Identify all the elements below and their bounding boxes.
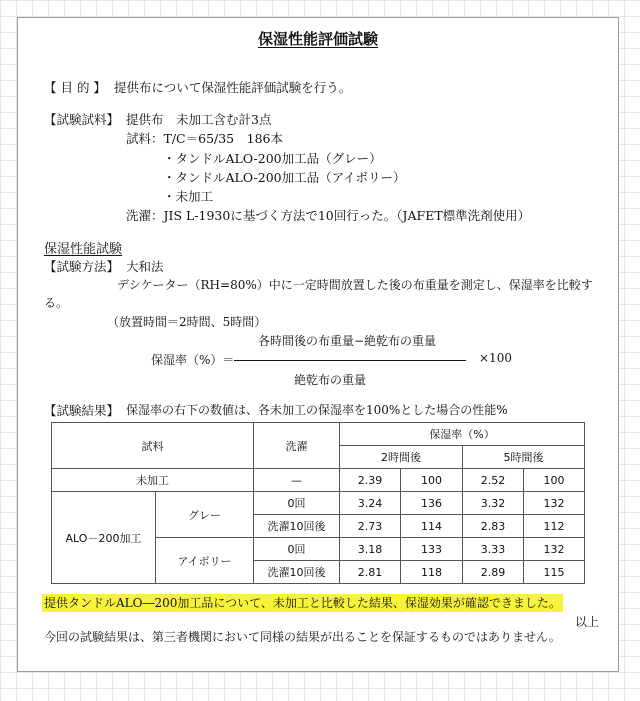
cell-percent: 114 [401, 515, 463, 538]
page-title: 保湿性能評価試験 [258, 30, 379, 48]
samples-line2: 試料：T/C＝65/35 186本 [126, 131, 283, 146]
header-2h: 2時間後 [340, 446, 463, 469]
results-label: 【試験結果】 [44, 403, 120, 418]
cell-untreated-wash: — [254, 469, 340, 492]
table-row [52, 492, 585, 515]
formula-numerator: 各時間後の布重量−絶乾布の重量 [258, 334, 437, 348]
cell-value: 3.24 [340, 492, 401, 515]
disclaimer: 今回の試験結果は、第三者機関において同様の結果が出ることを保証するものではありません。 [44, 630, 561, 644]
fraction-line [234, 360, 466, 361]
sample-item-ivory: ・タンドルALO-200加工品（アイボリー） [163, 170, 406, 185]
cell-untreated-v5: 2.52 [463, 469, 524, 492]
conclusion-highlight: 提供タンドルALO―200加工品について、未加工と比較した結果、保湿効果が確認できました。 [44, 596, 561, 610]
cell-wash: 0回 [254, 538, 340, 561]
end-mark: 以上 [575, 615, 600, 629]
cell-color-ivory: アイボリー [156, 538, 254, 584]
sample-item-untreated: ・未加工 [163, 189, 214, 204]
purpose-label: 【 目 的 】 [44, 80, 106, 95]
method-name: 大和法 [126, 259, 164, 274]
samples-label: 【試験試料】 [44, 112, 120, 127]
samples-line1: 提供布 未加工含む計3点 [126, 112, 272, 127]
cell-value: 3.18 [340, 538, 401, 561]
cell-wash: 洗濯10回後 [254, 561, 340, 584]
method-description: デシケーター（RH=80%）中に一定時間放置した後の布重量を測定し、保湿率を比較す [117, 278, 593, 292]
purpose-text: 提供布について保湿性能評価試験を行う。 [114, 80, 352, 95]
cell-percent: 132 [524, 492, 585, 515]
cell-product-name: ALO－200加工 [52, 492, 156, 584]
cell-percent: 132 [524, 538, 585, 561]
cell-value: 2.73 [340, 515, 401, 538]
cell-wash: 洗濯10回後 [254, 515, 340, 538]
cell-percent: 112 [524, 515, 585, 538]
cell-percent: 136 [401, 492, 463, 515]
results-note: 保湿率の右下の数値は、各未加工の保湿率を100%とした場合の性能% [126, 403, 508, 417]
cell-color-gray: グレー [156, 492, 254, 538]
results-table [51, 422, 585, 584]
table-row-untreated [52, 469, 585, 492]
formula-lhs: 保湿率（%）＝ [151, 353, 235, 367]
header-5h: 5時間後 [463, 446, 585, 469]
cell-untreated-name: 未加工 [52, 469, 254, 492]
section-title: 保湿性能試験 [44, 242, 123, 257]
method-label: 【試験方法】 [44, 259, 120, 274]
cell-wash: 0回 [254, 492, 340, 515]
header-rate: 保湿率（%） [340, 423, 585, 446]
cell-percent: 133 [401, 538, 463, 561]
method-description-cont: る。 [44, 296, 69, 310]
washing-note: 洗濯：JIS L-1930に基づく方法で10回行った。（JAFET標準洗剤使用） [126, 208, 531, 223]
header-sample: 試料 [52, 423, 254, 469]
cell-percent: 118 [401, 561, 463, 584]
time-note: （放置時間＝2時間、5時間） [107, 315, 267, 329]
formula-denominator: 絶乾布の重量 [294, 373, 367, 387]
cell-value: 3.33 [463, 538, 524, 561]
formula-multiplier: ×100 [479, 351, 512, 365]
cell-value: 3.32 [463, 492, 524, 515]
cell-value: 2.83 [463, 515, 524, 538]
header-wash: 洗濯 [254, 423, 340, 469]
cell-untreated-p5: 100 [524, 469, 585, 492]
cell-untreated-p2: 100 [401, 469, 463, 492]
cell-value: 2.81 [340, 561, 401, 584]
cell-value: 2.89 [463, 561, 524, 584]
sample-item-gray: ・タンドルALO-200加工品（グレー） [163, 151, 382, 166]
cell-percent: 115 [524, 561, 585, 584]
cell-untreated-v2: 2.39 [340, 469, 401, 492]
table-header-row [52, 423, 585, 446]
